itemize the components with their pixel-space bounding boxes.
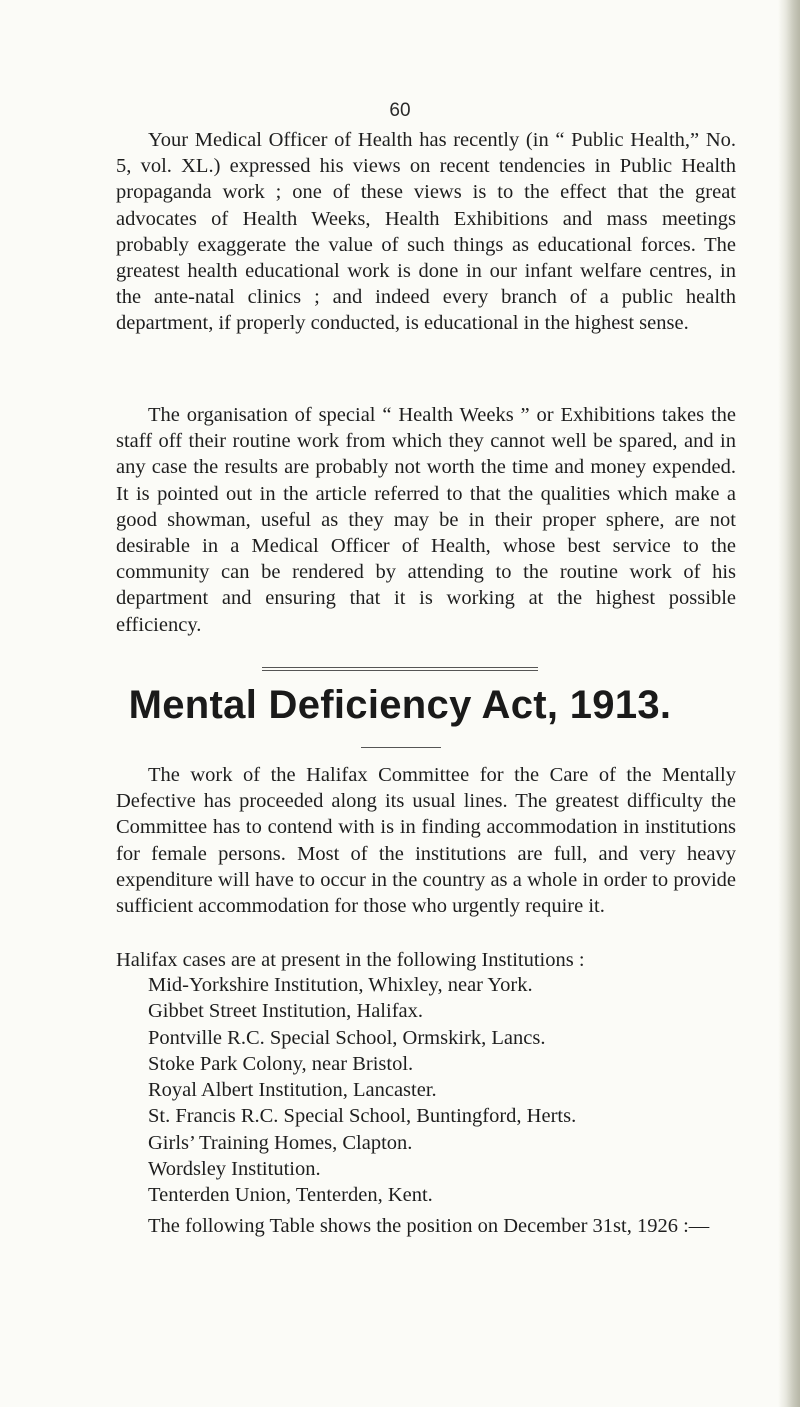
list-item: Girls’ Training Homes, Clapton. [148, 1131, 413, 1154]
list-item: Mid-Yorkshire Institution, Whixley, near York. [148, 974, 533, 996]
heading-underline-rule [361, 747, 441, 748]
list-item: Royal Albert Institution, Lancaster. [148, 1079, 437, 1102]
paragraph-health-weeks: The organisation of special “ Health Weeks ” or Exhibitions takes the staff off their routine work from which they cannot well be spared, and in any case the results are probably not worth the time and money expended. It is pointed out in the article referred to that the qualities which make a good showman, useful as they may be in their proper sphere, are not desirable in a Medical Officer of Health, whose best service to the community can be rendered by attending to the routine work of his department and ensuring that it is working at the highest possible efficiency. [116, 404, 736, 636]
page-number: 60 [389, 100, 411, 121]
list-item: St. Francis R.C. Special School, Buntingford, Herts. [148, 1105, 577, 1128]
list-item: Gibbet Street Institution, Halifax. [148, 1000, 423, 1023]
section-heading: Mental Deficiency Act, 1913. [128, 683, 672, 727]
institutions-list [116, 972, 756, 1209]
list-item: Wordsley Institution. [148, 1158, 321, 1181]
table-introduction: The following Table shows the position on December 31st, 1926 :— [148, 1215, 710, 1237]
list-item: Stoke Park Colony, near Bristol. [148, 1052, 414, 1075]
paragraph-committee-work: The work of the Halifax Committee for the Care of the Mentally Defective has proceeded along its usual lines. The greatest difficulty the Committee has to contend with is in finding accommodation in institutions for female persons. Most of the institutions are full, and very heavy expenditure will have to occur in the country as a whole in order to provide sufficient accommodation for those who urgently require it. [116, 764, 736, 918]
institutions-intro: Halifax cases are at present in the following Institutions : [116, 949, 585, 971]
list-item: Pontville R.C. Special School, Ormskirk, Lancs. [148, 1026, 546, 1049]
list-item: Tenterden Union, Tenterden, Kent. [148, 1184, 433, 1207]
paragraph-health-propaganda: Your Medical Officer of Health has recently (in “ Public Health,” No. 5, vol. XL.) expressed his views on recent tendencies in Public Health propaganda work ; one of these views is to the effect that the great advocates of Health Weeks, Health Exhibitions and mass meetings probably exaggerate the value of such things as educational forces. The greatest health educational work is done in our infant welfare centres, in the ante-natal clinics ; and indeed every branch of a public health department, if properly conducted, is educational in the highest sense. [116, 129, 736, 335]
section-divider-double-rule [262, 667, 538, 671]
